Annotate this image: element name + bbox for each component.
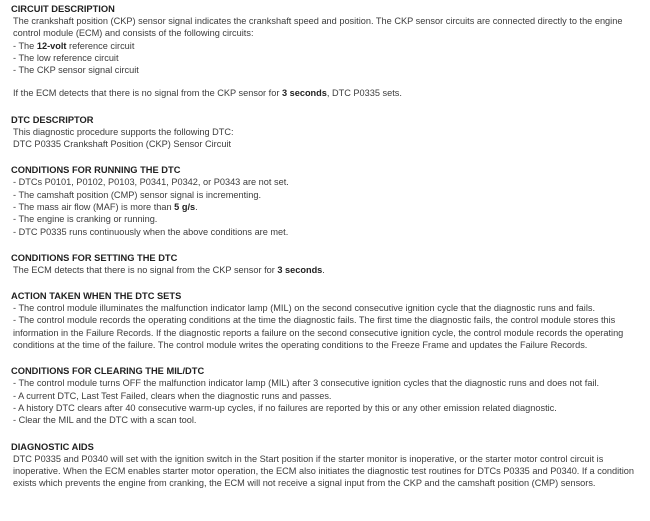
bold-text: 3 seconds xyxy=(281,88,327,99)
section-heading: CONDITIONS FOR CLEARING THE MIL/DTC xyxy=(11,366,205,377)
section-heading: DIAGNOSTIC AIDS xyxy=(11,441,94,452)
paragraph: DTC P0335 and P0340 will set with the ignition switch in the Start position if the starter monitor is inoperative, or the starter motor control circuit is inoperative. When the ECM enables starter motor operation, the ECM also initiates the diagnostic test routines for DTCs P0335 and P0340. If a condition exists which prevents the engine from cranking, the ECM will not receive a signal input from the CKP and the camshaft position (CMP) sensors. xyxy=(13,453,634,489)
list-item: - The control module turns OFF the malfunction indicator lamp (MIL) after 3 consecutive ignition cycles that the diagnostic runs and does not fail. xyxy=(13,378,600,389)
list-item: - DTC P0335 runs continuously when the above conditions are met. xyxy=(13,226,289,237)
bold-text: 3 seconds xyxy=(277,264,323,275)
list-item: - A current DTC, Last Test Failed, clears when the diagnostic runs and passes. xyxy=(13,390,332,401)
text: reference circuit xyxy=(66,40,135,51)
section-action-taken xyxy=(11,290,644,351)
bold-text: 12-volt xyxy=(36,40,67,51)
section-heading: DTC DESCRIPTOR xyxy=(11,114,94,125)
text: The ECM detects that there is no signal from the CKP sensor for xyxy=(13,264,278,275)
text: . xyxy=(195,201,198,212)
section-diagnostic-aids xyxy=(11,441,644,490)
paragraph: The crankshaft position (CKP) sensor signal indicates the crankshaft speed and position. The CKP sensor circuits are connected directly to the engine control module (ECM) and consists of the following circuits: xyxy=(13,16,623,39)
section-heading: CIRCUIT DESCRIPTION xyxy=(11,4,115,14)
text: - The mass air flow (MAF) is more than xyxy=(13,201,175,212)
text: If the ECM detects that there is no signal from the CKP sensor for xyxy=(13,88,282,99)
text: , DTC P0335 sets. xyxy=(326,88,402,99)
list-item: - The engine is cranking or running. xyxy=(13,214,158,225)
text: . xyxy=(322,264,325,275)
paragraph xyxy=(11,264,644,276)
list-item: - DTCs P0101, P0102, P0103, P0341, P0342, or P0343 are not set. xyxy=(13,177,289,188)
list-item: - A history DTC clears after 40 consecutive warm-up cycles, if no failures are reported by this or any other emission related diagnostic. xyxy=(13,402,557,413)
list-item: - The control module records the operating conditions at the time the diagnostic fails. The first time the diagnostic fails, the control module stores this information in the Failure Records. If the diagnostic reports a failure on the second consecutive ignition cycle, the control module records the operating conditions at the time of the failure. The control module writes the operating conditions to the Freeze Frame and updates the Failure Records. xyxy=(13,315,624,351)
list-item: - The camshaft position (CMP) sensor signal is incrementing. xyxy=(13,189,261,200)
paragraph xyxy=(11,87,644,99)
section-heading: CONDITIONS FOR SETTING THE DTC xyxy=(11,252,178,263)
text: - The xyxy=(13,40,37,51)
list-item: - The control module illuminates the malfunction indicator lamp (MIL) on the second consecutive ignition cycle that the diagnostic runs and fails. xyxy=(13,303,596,314)
list-item: - Clear the MIL and the DTC with a scan tool. xyxy=(13,415,197,426)
section-conditions-running xyxy=(11,164,644,237)
section-circuit-description xyxy=(11,3,644,100)
section-heading: CONDITIONS FOR RUNNING THE DTC xyxy=(11,165,181,176)
list-item xyxy=(11,201,644,213)
section-conditions-clearing xyxy=(11,365,644,426)
section-heading: ACTION TAKEN WHEN THE DTC SETS xyxy=(11,291,182,302)
list-item: - The CKP sensor signal circuit xyxy=(13,65,139,76)
list-item: - The low reference circuit xyxy=(13,52,119,63)
paragraph: This diagnostic procedure supports the following DTC: xyxy=(13,126,234,137)
section-dtc-descriptor xyxy=(11,114,644,151)
bold-text: 5 g/s xyxy=(174,201,196,212)
list-item xyxy=(11,40,644,52)
section-conditions-setting xyxy=(11,252,644,276)
paragraph: DTC P0335 Crankshaft Position (CKP) Sensor Circuit xyxy=(13,139,232,150)
